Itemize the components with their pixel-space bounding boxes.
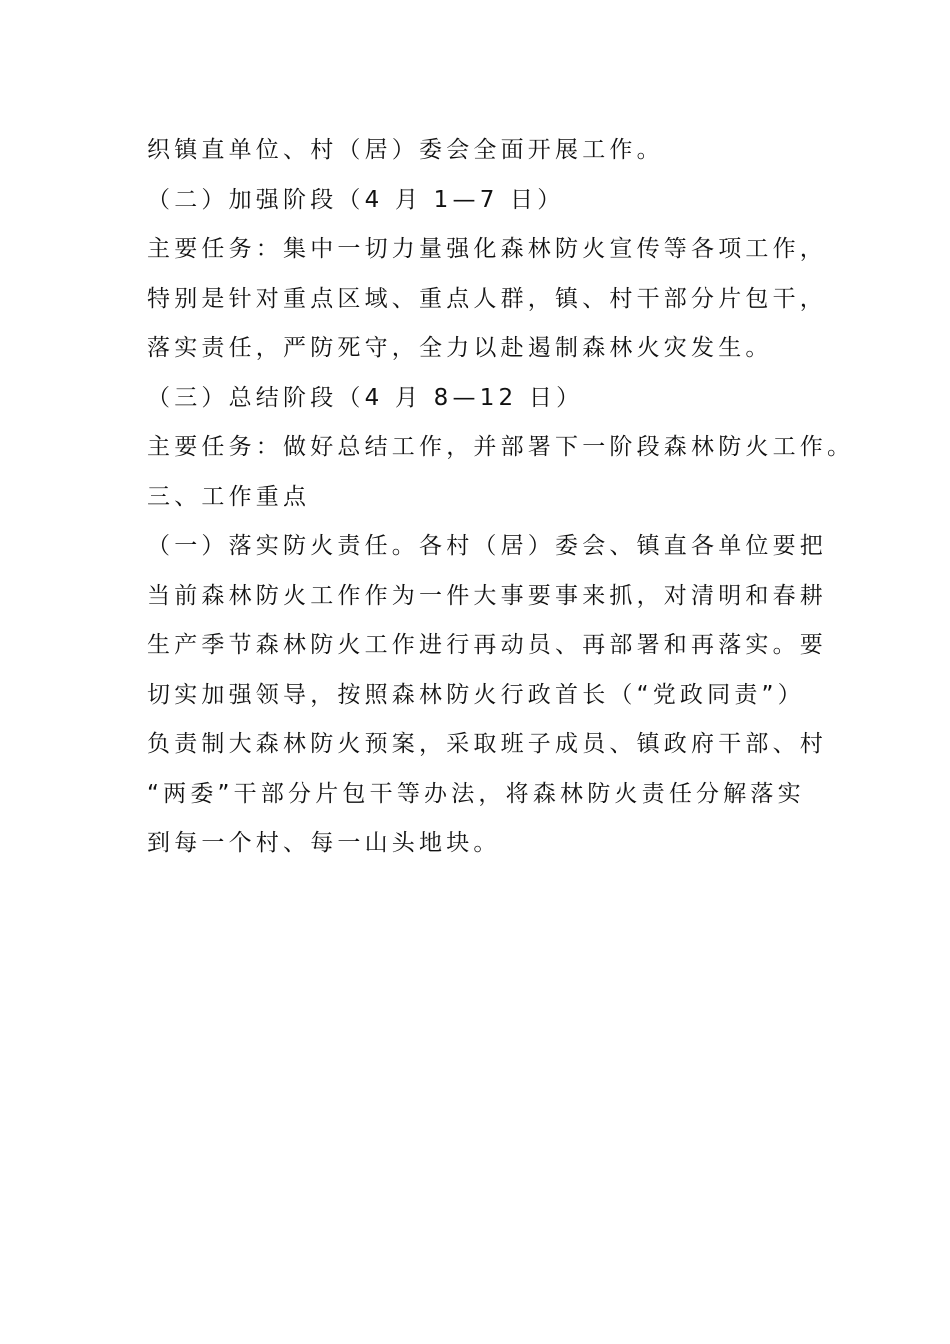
text-line-3: 主要任务：集中一切力量强化森林防火宣传等各项工作， bbox=[147, 236, 827, 262]
text-line-14: “两委”干部分片包干等办法，将森林防火责任分解落实 bbox=[147, 780, 805, 807]
text-line-13: 负责制大森林防火预案，采取班子成员、镇政府干部、村 bbox=[147, 731, 827, 757]
text-line-4: 特别是针对重点区域、重点人群，镇、村干部分片包干， bbox=[147, 285, 827, 312]
text-line-9: （一）落实防火责任。各村（居）委会、镇直各单位要把 bbox=[147, 533, 827, 559]
section-heading-strengthen-phase: （二）加强阶段（4 月 1—7 日） bbox=[147, 186, 565, 213]
section-heading-summary-phase: （三）总结阶段（4 月 8—12 日） bbox=[147, 384, 584, 411]
text-line-12: 切实加强领导，按照森林防火行政首长（“党政同责”） bbox=[147, 681, 805, 708]
text-line-5: 落实责任，严防死守，全力以赴遏制森林火灾发生。 bbox=[147, 335, 773, 361]
text-line-15: 到每一个村、每一山头地块。 bbox=[147, 830, 501, 856]
text-line-7: 主要任务：做好总结工作，并部署下一阶段森林防火工作。 bbox=[147, 434, 855, 460]
text-line-11: 生产季节森林防火工作进行再动员、再部署和再落实。要 bbox=[147, 632, 827, 658]
text-line-10: 当前森林防火工作作为一件大事要事来抓，对清明和春耕 bbox=[147, 582, 827, 609]
section-heading-work-focus: 三、工作重点 bbox=[147, 483, 311, 510]
text-line-1: 织镇直单位、村（居）委会全面开展工作。 bbox=[147, 137, 664, 163]
document-body bbox=[147, 126, 855, 869]
